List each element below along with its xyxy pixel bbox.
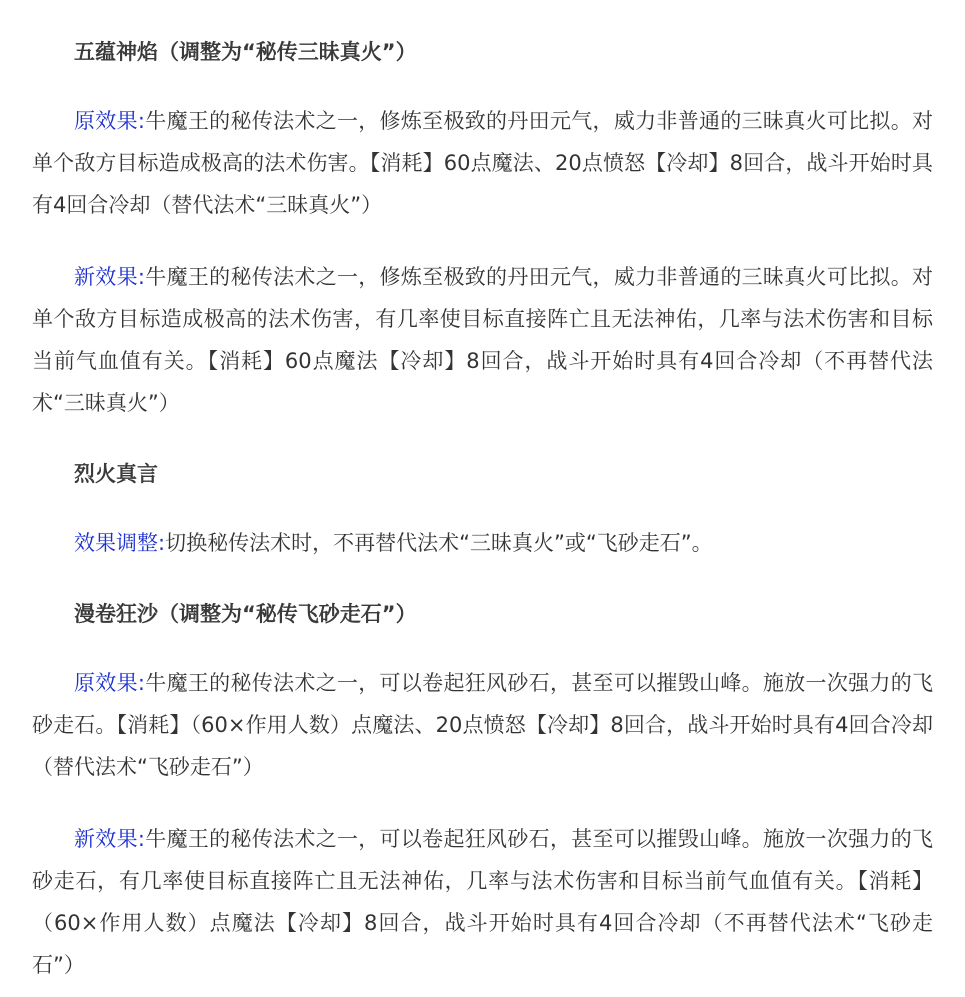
effect-paragraph-original bbox=[32, 100, 933, 226]
effect-label: 原效果 bbox=[74, 671, 138, 695]
effect-label: 新效果 bbox=[74, 265, 138, 289]
section-title-wuyun-shenyan: 五蕴神焰（调整为“秘传三昧真火”） bbox=[74, 40, 417, 64]
effect-paragraph-new bbox=[32, 818, 933, 986]
effect-text: 牛魔王的秘传法术之一，可以卷起狂风砂石，甚至可以摧毁山峰。施放一次强力的飞砂走石，有几率使目标直接阵亡且无法神佑，几率与法术伤害和目标当前气血值有关。【消耗】（60×作用人数）点魔法【冷却】8回合，战斗开始时具有4回合冷却（不再替代法术“飞砂走石”） bbox=[32, 827, 934, 977]
effect-paragraph-adjust bbox=[32, 522, 933, 564]
effect-label: 原效果 bbox=[74, 109, 138, 133]
effect-text: 牛魔王的秘传法术之一，修炼至极致的丹田元气，威力非普通的三昧真火可比拟。对单个敌方目标造成极高的法术伤害，有几率使目标直接阵亡且无法神佑，几率与法术伤害和目标当前气血值有关。【消耗】60点魔法【冷却】8回合，战斗开始时具有4回合冷却（不再替代法术“三昧真火”） bbox=[32, 265, 934, 415]
section-title-manjuan-kuangsha: 漫卷狂沙（调整为“秘传飞砂走石”） bbox=[74, 602, 417, 626]
effect-label-colon: : bbox=[137, 671, 145, 695]
effect-label-colon: : bbox=[158, 531, 166, 555]
section-title-liehuo-zhenyan: 烈火真言 bbox=[74, 462, 158, 486]
effect-label-colon: : bbox=[137, 109, 145, 133]
effect-label-colon: : bbox=[137, 265, 145, 289]
effect-text: 牛魔王的秘传法术之一，修炼至极致的丹田元气，威力非普通的三昧真火可比拟。对单个敌方目标造成极高的法术伤害。【消耗】60点魔法、20点愤怒【冷却】8回合，战斗开始时具有4回合冷却（替代法术“三昧真火”） bbox=[32, 109, 934, 217]
effect-label: 新效果 bbox=[74, 827, 138, 851]
effect-paragraph-original bbox=[32, 662, 933, 788]
effect-label: 效果调整 bbox=[74, 531, 158, 555]
effect-paragraph-new bbox=[32, 256, 933, 424]
effect-text: 切换秘传法术时，不再替代法术“三昧真火”或“飞砂走石”。 bbox=[165, 531, 713, 555]
effect-text: 牛魔王的秘传法术之一，可以卷起狂风砂石，甚至可以摧毁山峰。施放一次强力的飞砂走石。【消耗】（60×作用人数）点魔法、20点愤怒【冷却】8回合，战斗开始时具有4回合冷却（替代法术“飞砂走石”） bbox=[32, 671, 934, 779]
effect-label-colon: : bbox=[137, 827, 145, 851]
